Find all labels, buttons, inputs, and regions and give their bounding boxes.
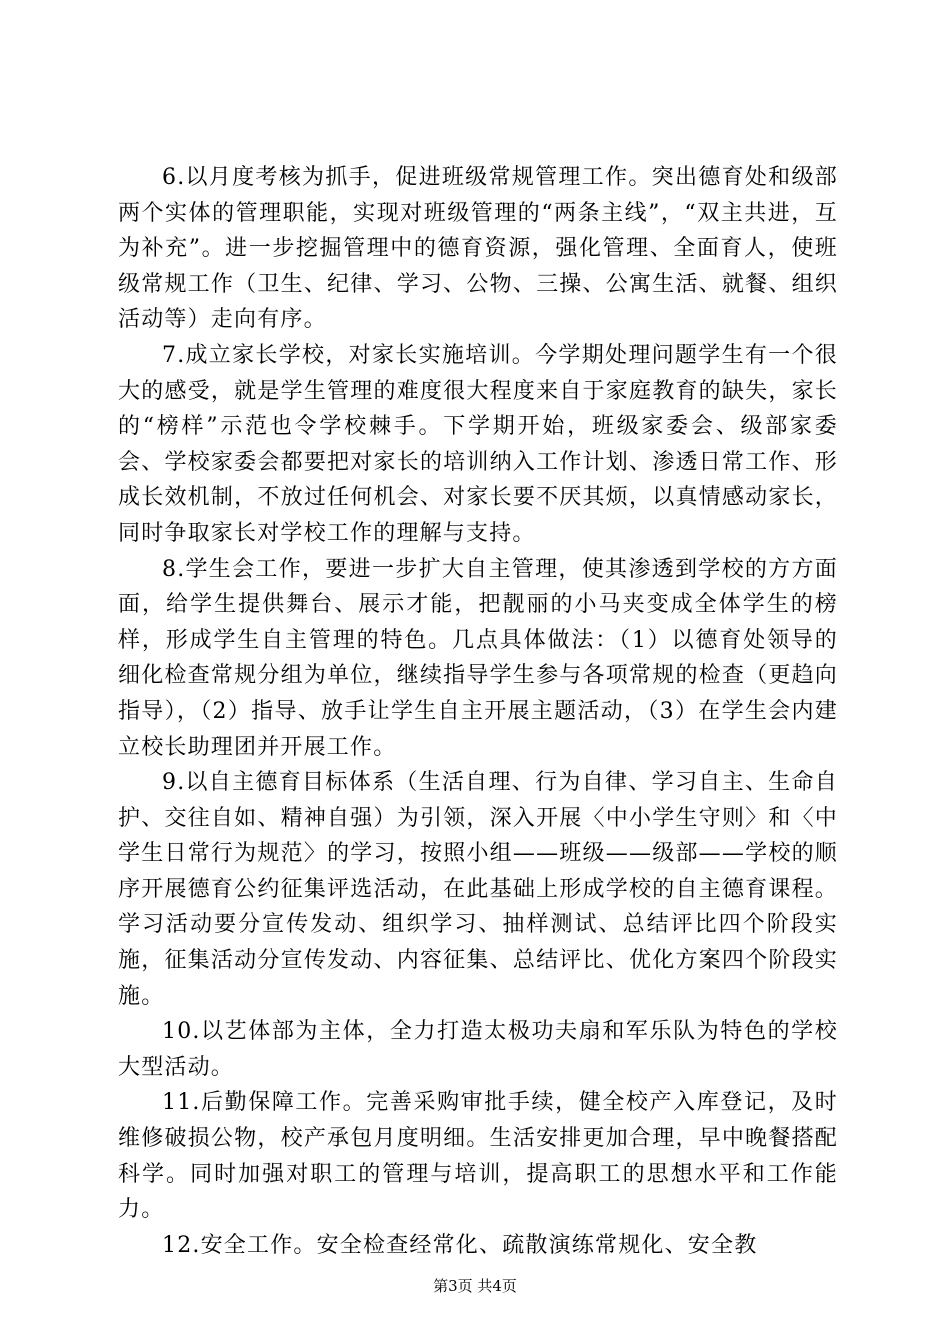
paragraph-item-12: 12.安全工作。安全检查经常化、疏散演练常规化、安全教 [162,1232,758,1258]
paragraph-item-11: 11.后勤保障工作。完善采购审批手续，健全校产入库登记，及时维修破损公物，校产承包月度明细。生活安排更加合理，早中晚餐搭配科学。同时加强对职工的管理与培训，提高职工的思想水平和工作能力。 [118,1090,838,1223]
paragraph-item-8: 8.学生会工作，要进一步扩大自主管理，使其渗透到学校的方方面面，给学生提供舞台、展示才能，把靓丽的小马夹变成全体学生的榜样，形成学生自主管理的特色。几点具体做法：（1）以德育处领导的细化检查常规分组为单位，继续指导学生参与各项常规的检查（更趋向指导），（2）指导、放手让学生自主开展主题活动，（3）在学生会内建立校长助理团并开展工作。 [118,556,838,760]
document-body [118,160,838,1263]
paragraph-item-6: 6.以月度考核为抓手，促进班级常规管理工作。突出德育处和级部两个实体的管理职能，实现对班级管理的“两条主线”，“双主共进，互为补充”。进一步挖掘管理中的德育资源，强化管理、全面育人，使班级常规工作（卫生、纪律、学习、公物、三操、公寓生活、就餐、组织活动等）走向有序。 [118,165,838,333]
paragraph-item-7: 7.成立家长学校，对家长实施培训。今学期处理问题学生有一个很大的感受，就是学生管理的难度很大程度来自于家庭教育的缺失，家长的“榜样”示范也令学校棘手。下学期开始，班级家委会、级部家委会、学校家委会都要把对家长的培训纳入工作计划、渗透日常工作、形成长效机制，不放过任何机会、对家长要不厌其烦，以真情感动家长，同时争取家长对学校工作的理解与支持。 [118,342,838,546]
paragraph-item-9: 9.以自主德育目标体系（生活自理、行为自律、学习自主、生命自护、交往自如、精神自强）为引领，深入开展〈中小学生守则〉和〈中学生日常行为规范〉的学习，按照小组——班级——级部——学校的顺序开展德育公约征集评选活动，在此基础上形成学校的自主德育课程。学习活动要分宣传发动、组织学习、抽样测试、总结评比四个阶段实施，征集活动分宣传发动、内容征集、总结评比、优化方案四个阶段实施。 [118,770,838,1009]
paragraph-item-10: 10.以艺体部为主体，全力打造太极功夫扇和军乐队为特色的学校大型活动。 [118,1019,838,1080]
page-number-footer: 第3页 共4页 [433,1277,517,1295]
